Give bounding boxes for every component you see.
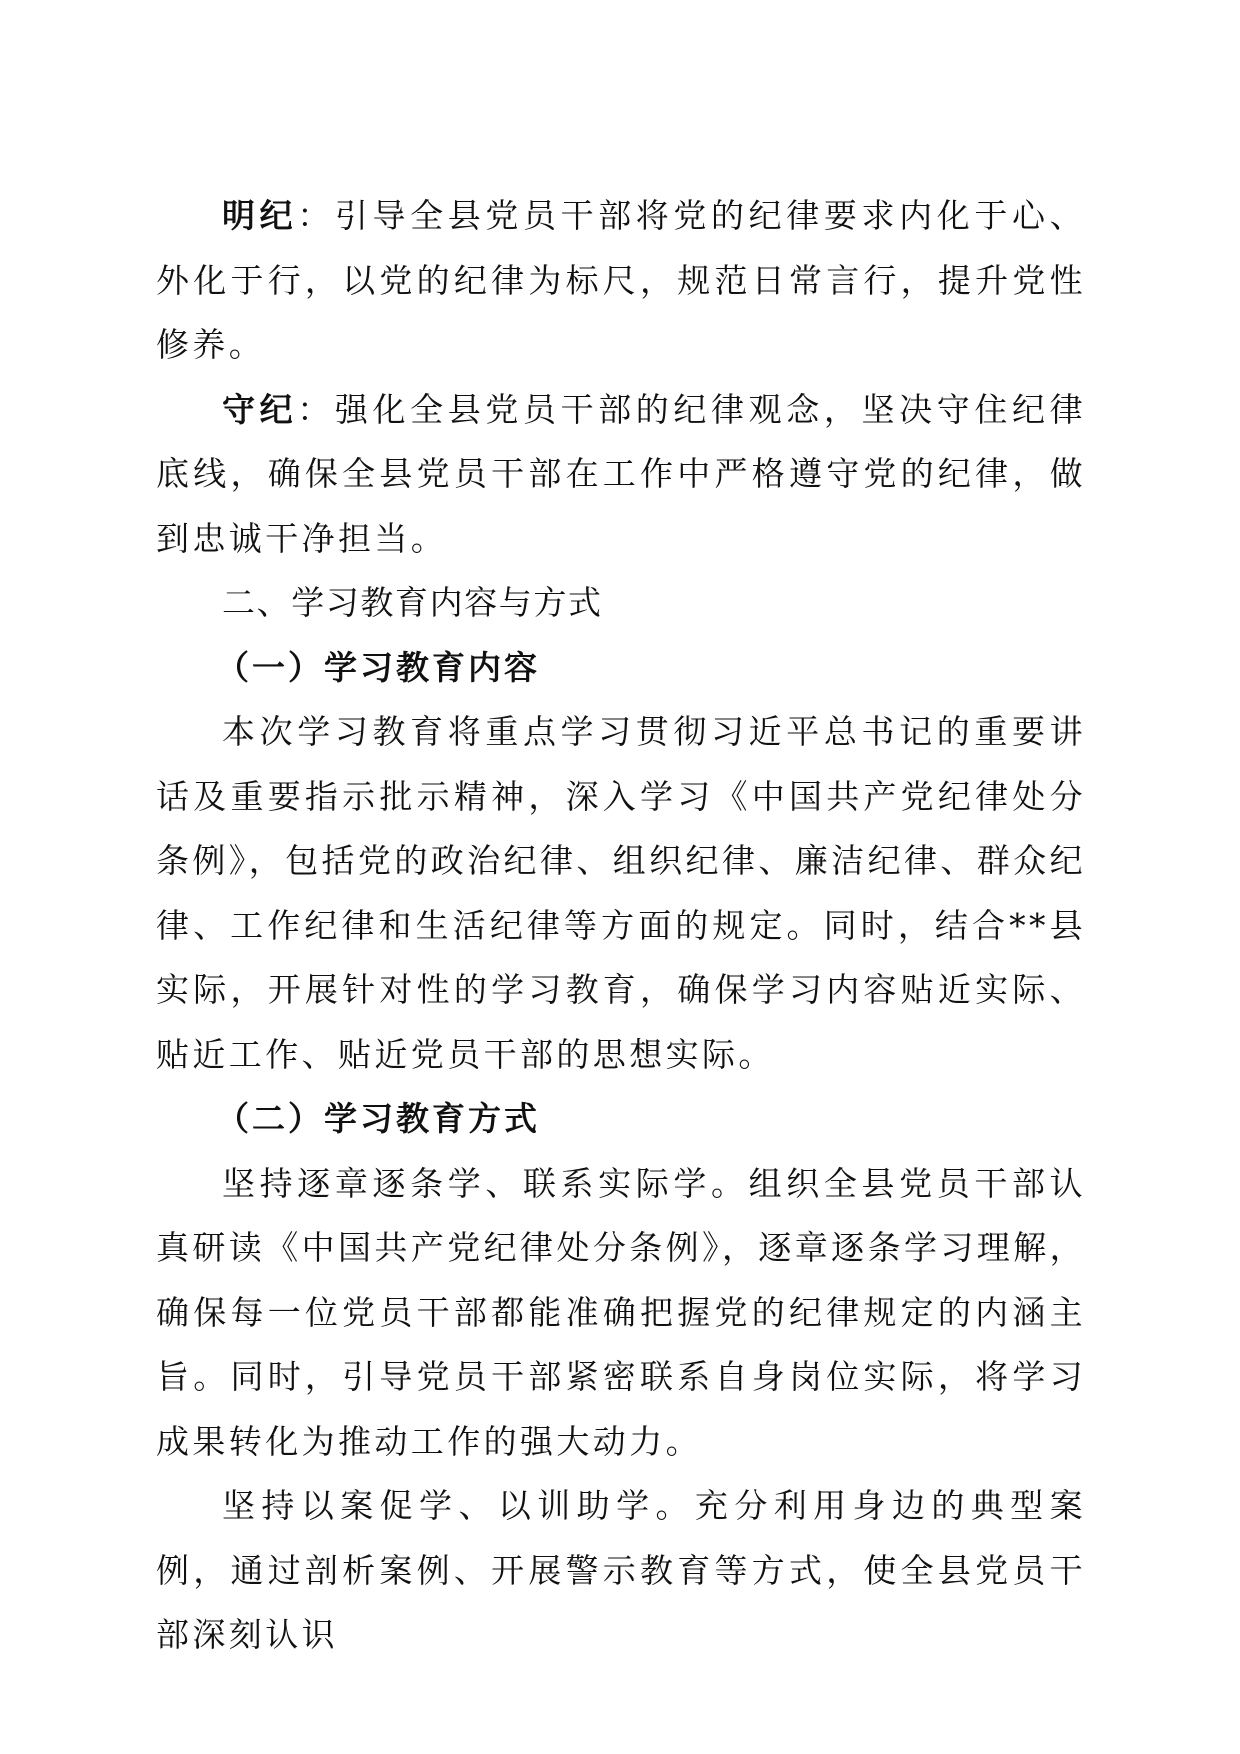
subsection-heading-method: （二）学习教育方式 — [216, 1099, 540, 1138]
document-body — [156, 184, 1086, 1668]
subsection-heading-content: （一）学习教育内容 — [216, 647, 540, 687]
paragraph-lead-shouji: 守纪 — [222, 389, 298, 429]
paragraph-text-mingji: ：引导全县党员干部将党的纪律要求内化于心、外化于行，以党的纪律为标尺，规范日常言行，提升党性修养。 — [156, 196, 1086, 364]
section-heading: 二、学习教育内容与方式 — [222, 583, 603, 622]
paragraph-method-body-2: 坚持以案促学、以训助学。充分利用身边的典型案例，通过剖析案例、开展警示教育等方式，使全县党员干部深刻认识 — [156, 1486, 1086, 1654]
paragraph-shouji — [156, 378, 1086, 572]
paragraph-content-body: 本次学习教育将重点学习贯彻习近平总书记的重要讲话及重要指示批示精神，深入学习《中国共产党纪律处分条例》，包括党的政治纪律、组织纪律、廉洁纪律、群众纪律、工作纪律和生活纪律等方面的规定。同时，结合**县实际，开展针对性的学习教育，确保学习内容贴近实际、贴近工作、贴近党员干部的思想实际。 — [156, 712, 1086, 1074]
paragraph-method-body-1: 坚持逐章逐条学、联系实际学。组织全县党员干部认真研读《中国共产党纪律处分条例》，逐章逐条学习理解，确保每一位党员干部都能准确把握党的纪律规定的内涵主旨。同时，引导党员干部紧密联系自身岗位实际，将学习成果转化为推动工作的强大动力。 — [156, 1163, 1086, 1461]
paragraph-text-shouji: ：强化全县党员干部的纪律观念，坚决守住纪律底线，确保全县党员干部在工作中严格遵守党的纪律，做到忠诚干净担当。 — [156, 389, 1086, 558]
paragraph-mingji — [156, 184, 1086, 378]
paragraph-lead-mingji: 明纪 — [222, 196, 298, 235]
